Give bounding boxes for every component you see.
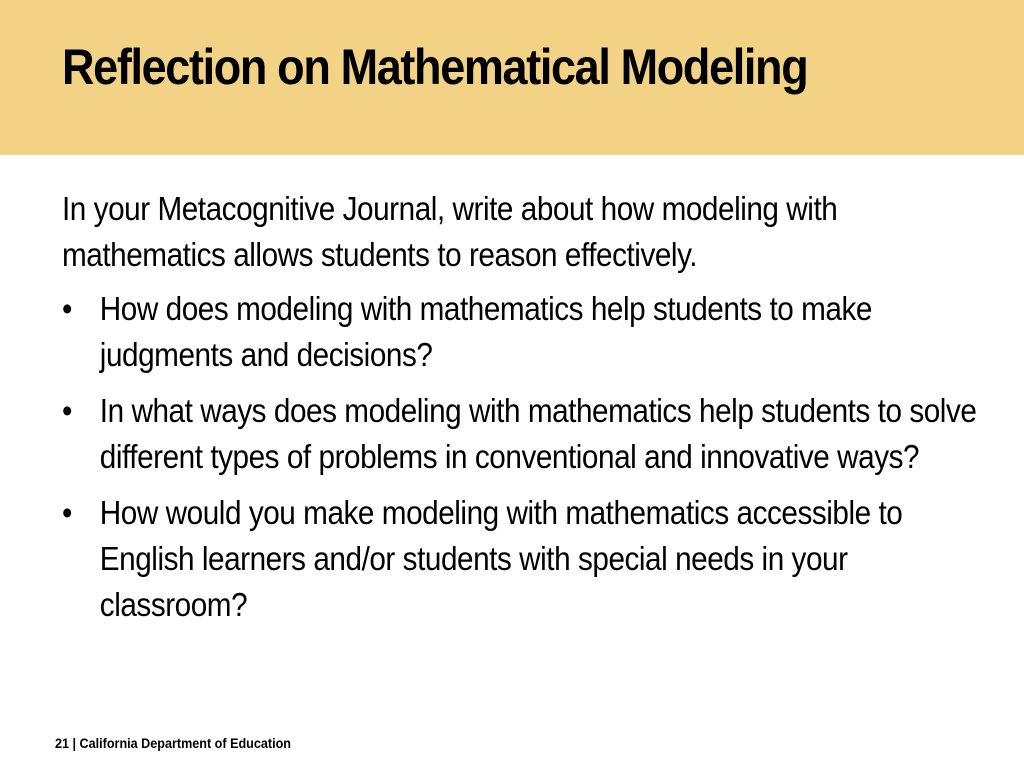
bullet-icon: • (62, 392, 72, 429)
bullet-text: How would you make modeling with mathematics accessible to English learners and/or students with special needs in your classroom? (99, 494, 903, 623)
page-number: 21 (55, 735, 70, 751)
intro-paragraph: In your Metacognitive Journal, write about how modeling with mathematics allows students to reason effectively. (62, 190, 838, 273)
bullet-icon: • (62, 290, 72, 327)
title-band (0, 0, 1024, 155)
bullet-item (62, 286, 982, 378)
footer-separator: | (69, 735, 80, 751)
bullet-icon: • (62, 494, 72, 531)
bullet-text: In what ways does modeling with mathematics help students to solve different types of problems in conventional and innovative ways? (99, 392, 977, 475)
slide-footer (55, 735, 291, 751)
bullet-list (62, 286, 977, 628)
bullet-text: How does modeling with mathematics help students to make judgments and decisions? (99, 290, 872, 373)
slide-body (62, 186, 977, 638)
slide-title: Reflection on Mathematical Modeling (62, 39, 808, 95)
bullet-item (62, 490, 982, 628)
organization-name: California Department of Education (79, 735, 291, 751)
bullet-item (62, 388, 982, 480)
